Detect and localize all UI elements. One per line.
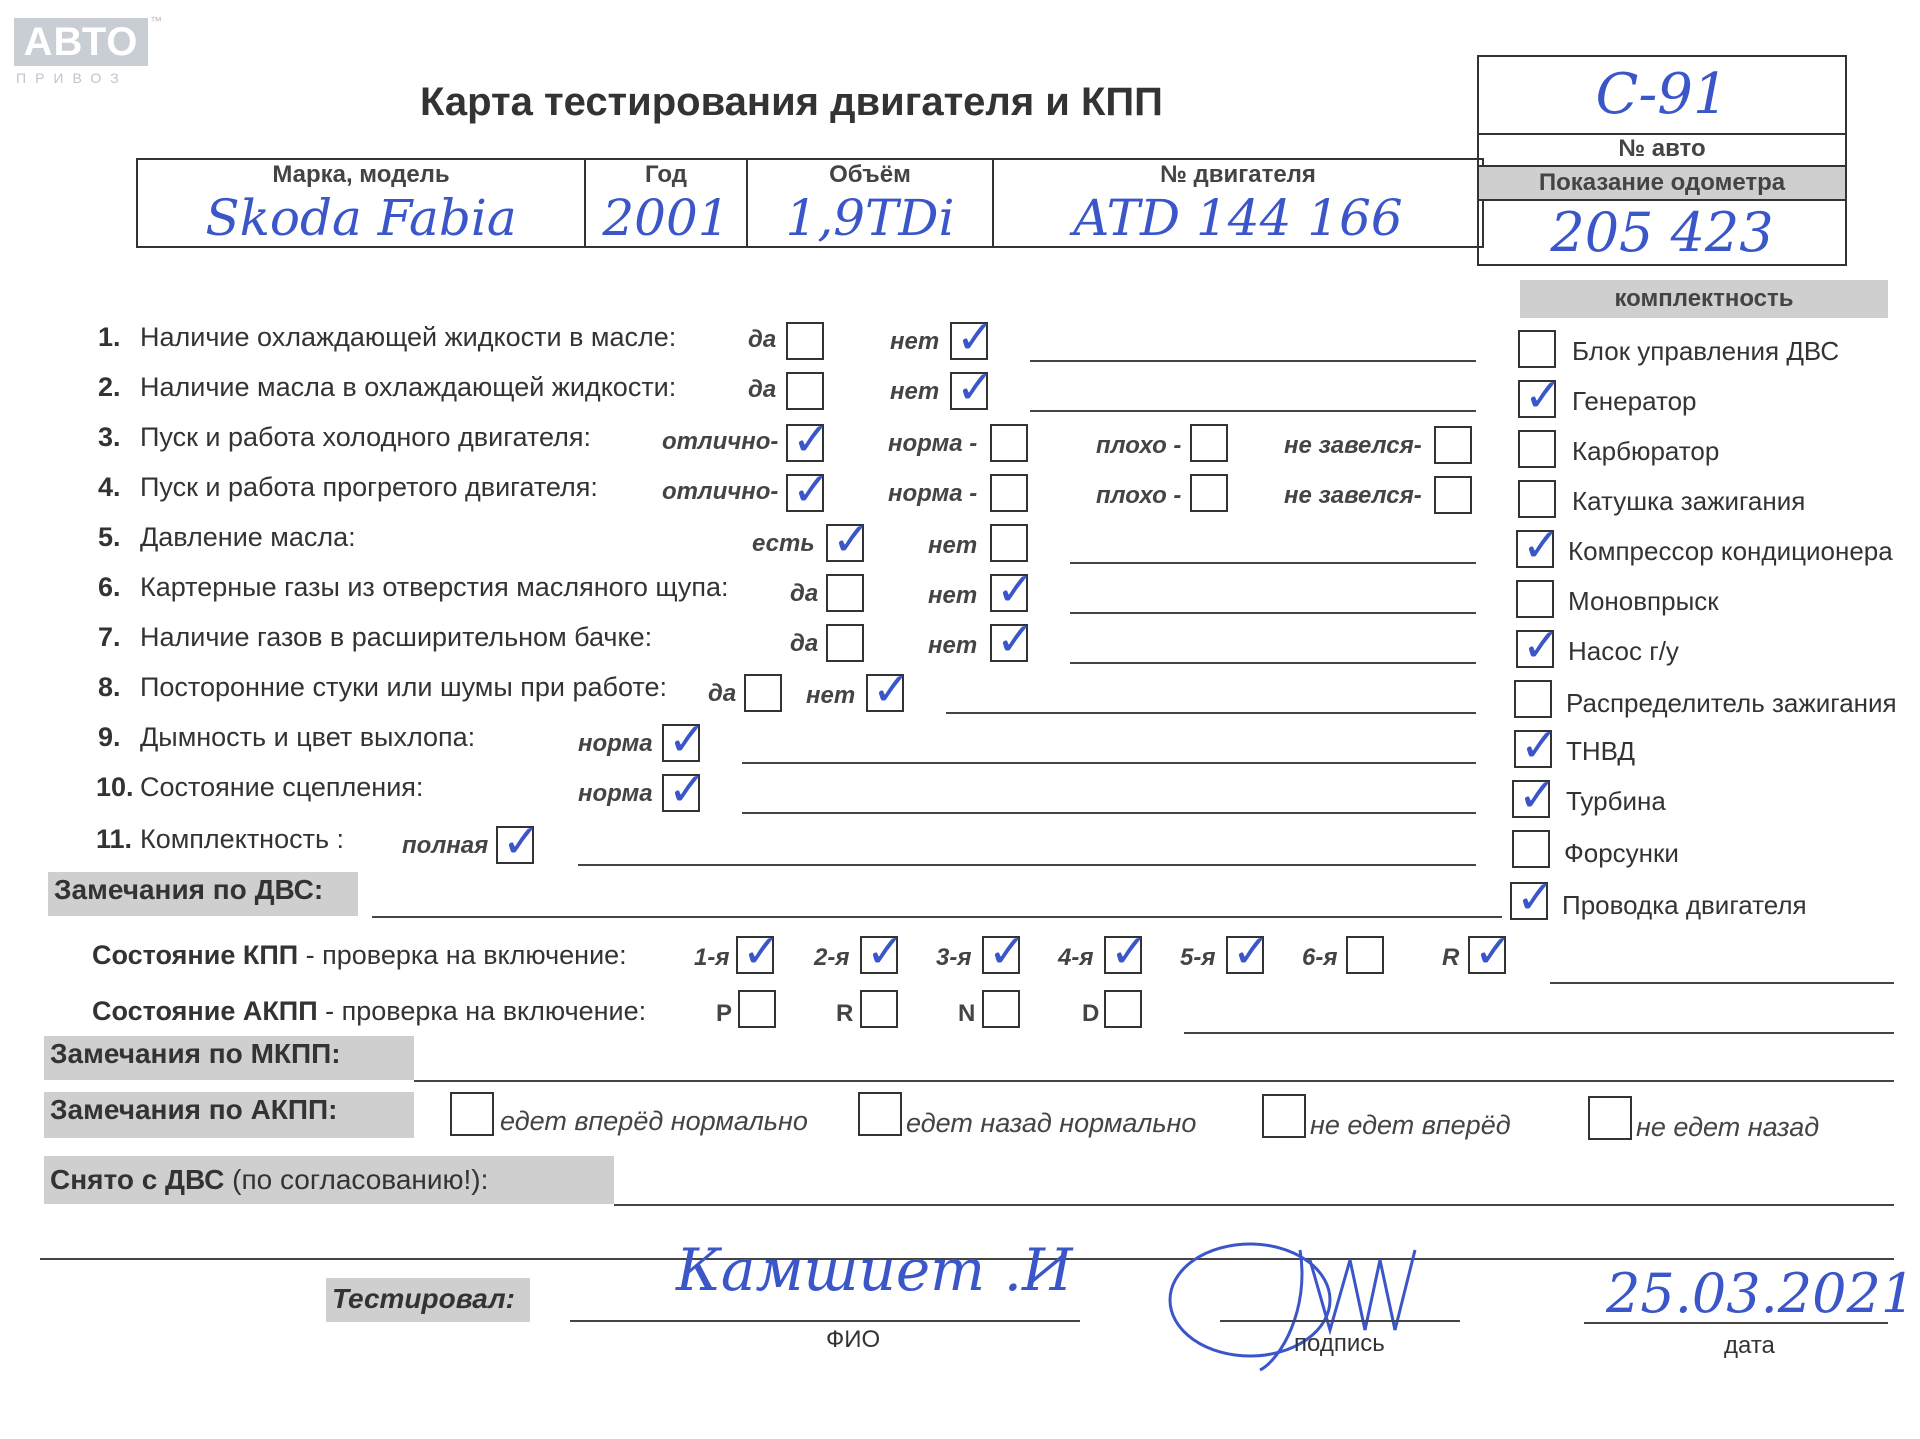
remarks-mkpp-line bbox=[414, 1080, 1894, 1082]
option-label: норма - bbox=[888, 430, 978, 457]
checkbox-checked[interactable] bbox=[662, 712, 707, 766]
item-number: 5. bbox=[98, 522, 121, 552]
item-label: Наличие масла в охлаждающей жидкости: bbox=[140, 372, 677, 402]
logo-subtitle: ПРИВОЗ bbox=[16, 70, 128, 86]
checkbox-checked[interactable] bbox=[860, 924, 905, 978]
odometer-label: Показание одометра bbox=[1479, 165, 1845, 201]
sign-line bbox=[1220, 1320, 1460, 1322]
option-label: норма bbox=[578, 730, 653, 757]
checkbox[interactable] bbox=[1512, 830, 1550, 868]
item-number: 1. bbox=[98, 322, 121, 352]
checkbox[interactable] bbox=[990, 524, 1028, 562]
gear-label: N bbox=[958, 1000, 976, 1027]
checkbox[interactable] bbox=[1514, 680, 1552, 718]
kpp-label-bold: Состояние КПП bbox=[92, 940, 299, 970]
checkbox[interactable] bbox=[786, 372, 824, 410]
komplektnost-item: Насос г/у bbox=[1568, 636, 1679, 666]
notes-line bbox=[742, 812, 1476, 814]
checkbox-checked[interactable] bbox=[1516, 518, 1561, 572]
option-label: есть bbox=[752, 530, 815, 557]
checkbox[interactable] bbox=[1190, 474, 1228, 512]
item-label: Пуск и работа холодного двигателя: bbox=[140, 422, 591, 452]
remarks-akpp-label: Замечания по АКПП: bbox=[44, 1092, 414, 1138]
kpp-label-rest: - проверка на включение: bbox=[298, 940, 627, 970]
option-label: не завелся- bbox=[1284, 432, 1422, 459]
engine-value: ATD 144 166 bbox=[1073, 189, 1403, 247]
item-number: 3. bbox=[98, 422, 121, 452]
akpp-option-label: не едет вперёд bbox=[1310, 1110, 1511, 1140]
check-icon: ✓ bbox=[1516, 870, 1555, 924]
year-label: Год bbox=[645, 161, 687, 188]
date-value: 25.03.2021 bbox=[1606, 1262, 1916, 1325]
option-label: да bbox=[790, 580, 819, 607]
option-label: норма - bbox=[888, 480, 978, 507]
checkbox-checked[interactable] bbox=[1518, 368, 1563, 422]
komplektnost-heading: комплектность bbox=[1520, 280, 1888, 318]
item-label: Давление масла: bbox=[140, 522, 356, 552]
check-icon: ✓ bbox=[956, 360, 995, 414]
brand-label: Марка, модель bbox=[272, 161, 450, 188]
checkbox[interactable] bbox=[1518, 480, 1556, 518]
checkbox-checked[interactable] bbox=[866, 662, 911, 716]
checkbox[interactable] bbox=[990, 474, 1028, 512]
checkbox[interactable] bbox=[738, 990, 776, 1028]
volume-cell bbox=[747, 159, 993, 247]
brand-value: Skoda Fabia bbox=[205, 189, 517, 247]
akpp-notes-line bbox=[1184, 1032, 1894, 1034]
removed-label-rest: (по согласованию!): bbox=[224, 1164, 489, 1195]
checkbox-checked[interactable] bbox=[826, 512, 871, 566]
volume-label: Объём bbox=[829, 161, 911, 188]
checkbox-checked[interactable] bbox=[786, 412, 831, 466]
year-value: 2001 bbox=[602, 189, 730, 247]
checkbox-checked[interactable] bbox=[950, 360, 995, 414]
option-label: нет bbox=[928, 632, 978, 659]
komplektnost-item: Блок управления ДВС bbox=[1572, 336, 1840, 366]
item-label: Посторонние стуки или шумы при работе: bbox=[140, 672, 667, 702]
check-icon: ✓ bbox=[1522, 618, 1561, 672]
komplektnost-item: ТНВД bbox=[1566, 736, 1636, 766]
notes-line bbox=[1070, 662, 1476, 664]
sign-label: подпись bbox=[1294, 1330, 1385, 1357]
item-number: 9. bbox=[98, 722, 121, 752]
avto-number-value: С-91 bbox=[1479, 57, 1845, 135]
gear-label: 2-я bbox=[814, 944, 850, 971]
gear-label: D bbox=[1082, 1000, 1100, 1027]
option-label: да bbox=[708, 680, 737, 707]
item-label: Состояние сцепления: bbox=[140, 772, 424, 802]
checkbox[interactable] bbox=[1262, 1094, 1306, 1138]
item-label: Наличие охлаждающей жидкости в масле: bbox=[140, 322, 677, 352]
engine-label: № двигателя bbox=[1160, 161, 1316, 188]
option-label: нет bbox=[890, 328, 940, 355]
check-icon: ✓ bbox=[668, 712, 707, 766]
checkbox[interactable] bbox=[1190, 424, 1228, 462]
option-label: нет bbox=[890, 378, 940, 405]
notes-line bbox=[1030, 360, 1476, 362]
gear-label: 4-я bbox=[1058, 944, 1094, 971]
checkbox-checked[interactable] bbox=[1510, 870, 1555, 924]
akpp-option-label: едет вперёд нормально bbox=[500, 1106, 808, 1136]
check-icon: ✓ bbox=[668, 762, 707, 816]
check-icon: ✓ bbox=[832, 512, 871, 566]
kpp-label bbox=[92, 940, 627, 971]
checkbox[interactable] bbox=[1434, 476, 1472, 514]
check-icon: ✓ bbox=[502, 814, 541, 868]
checkbox-checked[interactable] bbox=[1226, 924, 1271, 978]
engine-cell bbox=[993, 159, 1483, 247]
notes-line bbox=[1070, 612, 1476, 614]
check-icon: ✓ bbox=[956, 310, 995, 364]
checkbox[interactable] bbox=[1518, 330, 1556, 368]
remarks-dvs-line bbox=[372, 916, 1502, 918]
komplektnost-item: Проводка двигателя bbox=[1562, 890, 1807, 920]
check-icon: ✓ bbox=[1522, 518, 1561, 572]
checkbox[interactable] bbox=[1518, 430, 1556, 468]
checkbox[interactable] bbox=[1346, 936, 1384, 974]
volume-value: 1,9TDi bbox=[785, 189, 955, 247]
page-title: Карта тестирования двигателя и КПП bbox=[420, 80, 1163, 124]
check-icon: ✓ bbox=[1110, 924, 1149, 978]
option-label: не завелся- bbox=[1284, 482, 1422, 509]
checkbox[interactable] bbox=[982, 990, 1020, 1028]
check-icon: ✓ bbox=[872, 662, 911, 716]
gear-label: P bbox=[716, 1000, 733, 1027]
removed-line-1 bbox=[614, 1204, 1894, 1206]
notes-line bbox=[946, 712, 1476, 714]
date-line bbox=[1584, 1322, 1888, 1324]
komplektnost-item: Карбюратор bbox=[1572, 436, 1720, 466]
gear-label: 3-я bbox=[936, 944, 972, 971]
akpp-label-rest: - проверка на включение: bbox=[317, 996, 647, 1026]
check-icon: ✓ bbox=[1518, 768, 1557, 822]
avto-number-label: № авто bbox=[1618, 135, 1706, 162]
gear-label: R bbox=[1442, 944, 1460, 971]
tested-label: Тестировал: bbox=[326, 1278, 530, 1322]
fio-line bbox=[570, 1320, 1080, 1322]
check-icon: ✓ bbox=[1232, 924, 1271, 978]
option-label: да bbox=[748, 376, 777, 403]
item-number: 10. bbox=[96, 772, 134, 802]
year-cell bbox=[585, 159, 747, 247]
logo-tm: ™ bbox=[150, 14, 162, 28]
checkbox-checked[interactable] bbox=[1516, 618, 1561, 672]
checkbox-checked[interactable] bbox=[736, 924, 781, 978]
remarks-mkpp-label: Замечания по МКПП: bbox=[44, 1036, 414, 1080]
gear-label: R bbox=[836, 1000, 854, 1027]
checkbox[interactable] bbox=[858, 1092, 902, 1136]
logo: АВТО bbox=[14, 18, 148, 66]
checkbox[interactable] bbox=[860, 990, 898, 1028]
option-label: отлично- bbox=[662, 428, 779, 455]
item-number: 11. bbox=[96, 824, 133, 854]
check-icon: ✓ bbox=[866, 924, 905, 978]
removed-label-bold: Снято с ДВС bbox=[50, 1164, 225, 1195]
komplektnost-item: Катушка зажигания bbox=[1572, 486, 1806, 516]
checkbox-checked[interactable] bbox=[1514, 718, 1559, 772]
checkbox[interactable] bbox=[826, 574, 864, 612]
vehicle-header-table bbox=[136, 158, 1484, 248]
item-label: Комплектность : bbox=[140, 824, 345, 854]
checkbox[interactable] bbox=[1104, 990, 1142, 1028]
checkbox-checked[interactable] bbox=[1104, 924, 1149, 978]
checkbox-checked[interactable] bbox=[1468, 924, 1513, 978]
option-label: нет bbox=[928, 532, 978, 559]
kpp-notes-line bbox=[1550, 982, 1894, 984]
komplektnost-item: Моновпрыск bbox=[1568, 586, 1719, 616]
akpp-option-label: не едет назад bbox=[1636, 1112, 1820, 1142]
checkbox-checked[interactable] bbox=[662, 762, 707, 816]
checkbox[interactable] bbox=[1434, 426, 1472, 464]
komplektnost-item: Распределитель зажигания bbox=[1566, 688, 1897, 718]
date-label: дата bbox=[1724, 1332, 1775, 1359]
checkbox[interactable] bbox=[786, 322, 824, 360]
checkbox-checked[interactable] bbox=[982, 924, 1027, 978]
item-number: 8. bbox=[98, 672, 121, 702]
checkbox[interactable] bbox=[744, 674, 782, 712]
option-label: плохо - bbox=[1096, 432, 1182, 459]
checkbox-checked[interactable] bbox=[950, 310, 995, 364]
check-icon: ✓ bbox=[792, 412, 831, 466]
check-icon: ✓ bbox=[988, 924, 1027, 978]
option-label: норма bbox=[578, 780, 653, 807]
komplektnost-item: Компрессор кондиционера bbox=[1568, 536, 1893, 566]
check-icon: ✓ bbox=[996, 562, 1035, 616]
option-label: да bbox=[790, 630, 819, 657]
gear-label: 1-я bbox=[694, 944, 730, 971]
akpp-option-label: едет назад нормально bbox=[906, 1108, 1197, 1138]
checkbox-checked[interactable] bbox=[496, 814, 541, 868]
gear-label: 6-я bbox=[1302, 944, 1338, 971]
item-number: 4. bbox=[98, 472, 121, 502]
check-icon: ✓ bbox=[742, 924, 781, 978]
item-number: 2. bbox=[98, 372, 121, 402]
remarks-dvs-label: Замечания по ДВС: bbox=[48, 872, 358, 916]
checkbox-checked[interactable] bbox=[786, 462, 831, 516]
notes-line bbox=[1070, 562, 1476, 564]
check-icon: ✓ bbox=[996, 612, 1035, 666]
option-label: отлично- bbox=[662, 478, 779, 505]
item-label: Пуск и работа прогретого двигателя: bbox=[140, 472, 598, 502]
check-icon: ✓ bbox=[1474, 924, 1513, 978]
item-number: 6. bbox=[98, 572, 121, 602]
check-icon: ✓ bbox=[792, 462, 831, 516]
fio-value: Камшиет .И bbox=[676, 1236, 1073, 1304]
item-label: Дымность и цвет выхлопа: bbox=[140, 722, 476, 752]
option-label: полная bbox=[402, 832, 489, 859]
fio-label: ФИО bbox=[826, 1326, 881, 1353]
check-icon: ✓ bbox=[1520, 718, 1559, 772]
gear-label: 5-я bbox=[1180, 944, 1216, 971]
brand-cell bbox=[137, 159, 585, 247]
odometer-value: 205 423 bbox=[1550, 201, 1774, 264]
komplektnost-item: Генератор bbox=[1572, 386, 1697, 416]
notes-line bbox=[1030, 410, 1476, 412]
checkbox[interactable] bbox=[450, 1092, 494, 1136]
checkbox-checked[interactable] bbox=[990, 612, 1035, 666]
checkbox[interactable] bbox=[1588, 1096, 1632, 1140]
item-label: Картерные газы из отверстия масляного щупа: bbox=[140, 572, 729, 602]
removed-label bbox=[44, 1156, 614, 1204]
akpp-label-bold: Состояние АКПП bbox=[92, 996, 318, 1026]
checkbox[interactable] bbox=[826, 624, 864, 662]
item-label: Наличие газов в расширительном бачке: bbox=[140, 622, 653, 652]
option-label: нет bbox=[806, 682, 856, 709]
avto-odometer-box bbox=[1477, 55, 1847, 266]
notes-line bbox=[578, 864, 1476, 866]
checkbox-checked[interactable] bbox=[990, 562, 1035, 616]
option-label: плохо - bbox=[1096, 482, 1182, 509]
notes-line bbox=[742, 762, 1476, 764]
akpp-label bbox=[92, 996, 646, 1027]
komplektnost-item: Форсунки bbox=[1564, 838, 1679, 868]
check-icon: ✓ bbox=[1524, 368, 1563, 422]
checkbox-checked[interactable] bbox=[1512, 768, 1557, 822]
option-label: нет bbox=[928, 582, 978, 609]
item-number: 7. bbox=[98, 622, 121, 652]
komplektnost-item: Турбина bbox=[1566, 786, 1666, 816]
checkbox[interactable] bbox=[990, 424, 1028, 462]
checkbox[interactable] bbox=[1516, 580, 1554, 618]
option-label: да bbox=[748, 326, 777, 353]
